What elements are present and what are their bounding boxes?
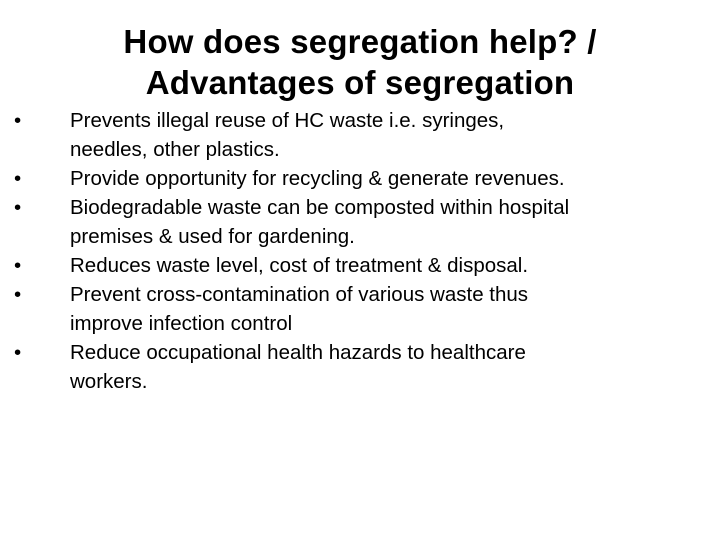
bullet-text: Provide opportunity for recycling & generate revenues. (70, 167, 565, 190)
bullet-marker: • (14, 167, 22, 190)
bullet-marker: • (14, 254, 22, 277)
bullet-text-continued: workers. (70, 370, 148, 393)
slide-title (60, 22, 660, 103)
slide-title-line-1: How does segregation help? / (123, 23, 597, 60)
slide-title-line-2: Advantages of segregation (145, 63, 575, 101)
bullet-item (14, 251, 704, 280)
bullet-item (14, 338, 704, 396)
bullet-marker: • (14, 341, 22, 364)
bullet-text: Prevent cross-contamination of various waste thus (70, 283, 529, 306)
bullet-marker: • (14, 283, 22, 306)
bullet-text: Prevents illegal reuse of HC waste i.e. syringes, (70, 109, 505, 132)
bullet-item (14, 164, 704, 193)
bullet-text-continued: needles, other plastics. (70, 138, 280, 161)
bullet-text: Reduce occupational health hazards to healthcare (70, 341, 526, 364)
bullet-item (14, 193, 704, 251)
bullet-item (14, 280, 704, 338)
bullet-text: Biodegradable waste can be composted within hospital (70, 196, 570, 219)
bullet-text-continued: premises & used for gardening. (70, 225, 355, 248)
bullet-text: Reduces waste level, cost of treatment & disposal. (70, 254, 529, 277)
bullet-marker: • (14, 196, 22, 219)
bullet-marker: • (14, 109, 22, 132)
bullet-list (14, 106, 704, 396)
bullet-text-continued: improve infection control (70, 312, 293, 335)
bullet-item (14, 106, 704, 164)
